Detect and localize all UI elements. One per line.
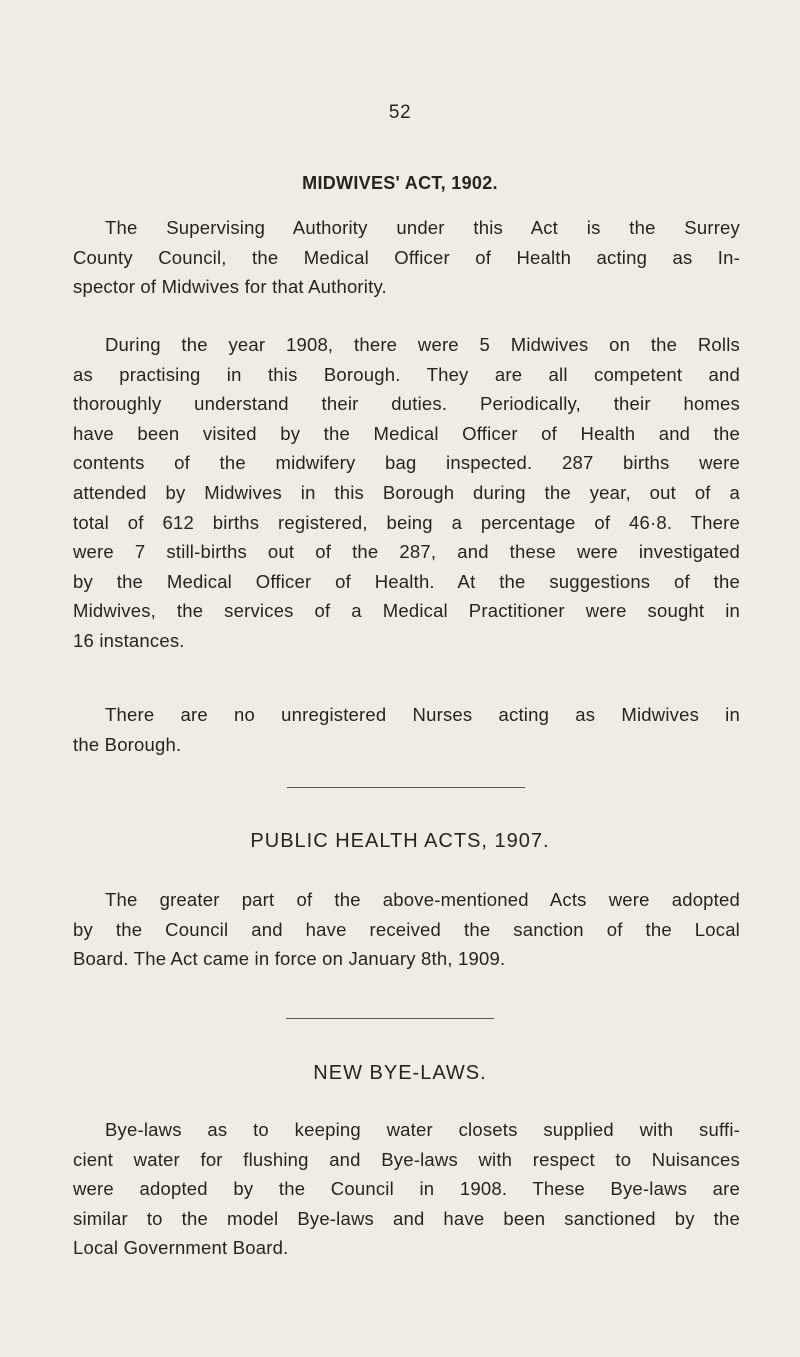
text-line: attended by Midwives in this Borough during the year, out of a <box>73 481 740 503</box>
text-line: Bye-laws as to keeping water closets supplied with suffi- <box>105 1119 740 1140</box>
text-line: as practising in this Borough. They are all competent and <box>73 363 740 385</box>
section-divider <box>286 1018 494 1019</box>
text-line: thoroughly understand their duties. Periodically, their homes <box>73 393 740 415</box>
text-line: The Supervising Authority under this Act is the Surrey <box>105 217 740 238</box>
paragraph-midwives-rolls <box>73 330 740 656</box>
text-line: Board. The Act came in force on January 8th, 1909. <box>73 948 506 970</box>
text-line: County Council, the Medical Officer of Health acting as In- <box>73 246 740 268</box>
text-line: There are no unregistered Nurses acting as Midwives in <box>105 704 740 725</box>
text-line: have been visited by the Medical Officer of Health and the <box>73 422 740 444</box>
text-line: were 7 still-births out of the 287, and these were investigated <box>73 541 740 563</box>
text-line: Local Government Board. <box>73 1237 289 1259</box>
section-heading-bye-laws: NEW BYE-LAWS. <box>313 1062 487 1084</box>
text-line: contents of the midwifery bag inspected. 287 births were <box>73 452 740 474</box>
page-number: 52 <box>388 102 412 123</box>
text-line: total of 612 births registered, being a percentage of 46·8. There <box>73 511 740 533</box>
text-line: the Borough. <box>73 733 182 755</box>
text-line: 16 instances. <box>73 629 185 651</box>
text-line: spector of Midwives for that Authority. <box>73 276 387 298</box>
section-heading-midwives: MIDWIVES' ACT, 1902. <box>302 173 498 193</box>
section-heading-public-health: PUBLIC HEALTH ACTS, 1907. <box>250 830 550 852</box>
paragraph-midwives-authority <box>73 213 740 302</box>
text-line: Midwives, the services of a Medical Practitioner were sought in <box>73 600 740 622</box>
text-line: similar to the model Bye-laws and have been sanctioned by the <box>73 1207 740 1229</box>
text-line: were adopted by the Council in 1908. These Bye-laws are <box>73 1178 740 1200</box>
text-line: by the Council and have received the sanction of the Local <box>73 918 740 940</box>
text-line: The greater part of the above-mentioned Acts were adopted <box>105 889 740 910</box>
text-line: by the Medical Officer of Health. At the suggestions of the <box>73 570 740 592</box>
text-line: During the year 1908, there were 5 Midwives on the Rolls <box>105 334 740 355</box>
section-divider <box>287 787 525 788</box>
paragraph-public-health <box>73 885 740 974</box>
paragraph-bye-laws <box>73 1115 740 1263</box>
text-line: cient water for flushing and Bye-laws with respect to Nuisances <box>73 1148 740 1170</box>
paragraph-midwives-unregistered <box>73 700 740 759</box>
